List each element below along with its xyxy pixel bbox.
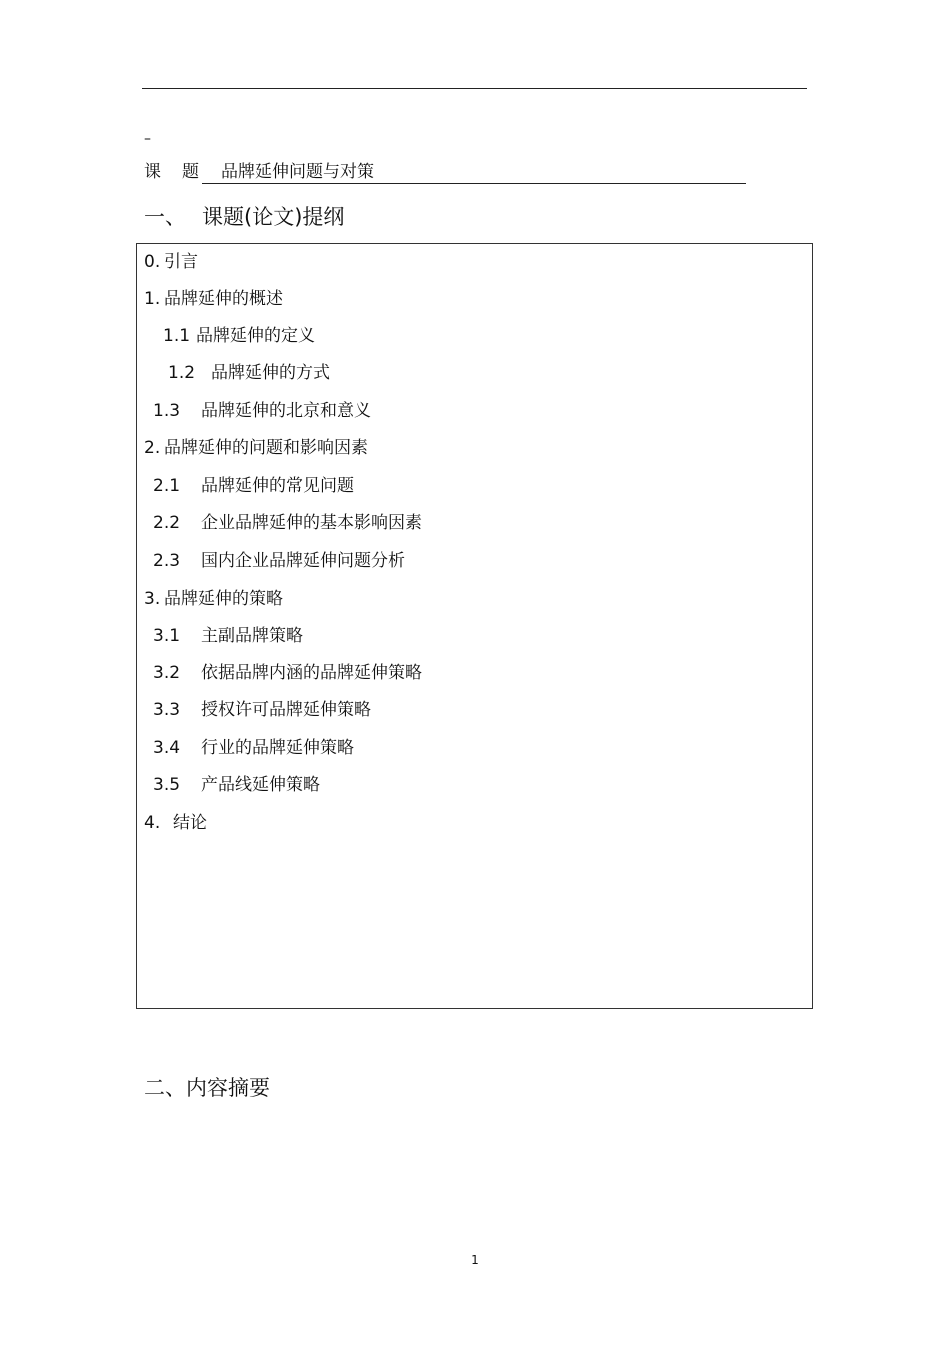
outline-item-number: 3.1 <box>153 626 181 646</box>
outline-item-text: 企业品牌延伸的基本影响因素 <box>201 513 422 533</box>
outline-item-number: 3.4 <box>153 738 181 758</box>
outline-item-number: 1.1 <box>163 326 191 346</box>
outline-box <box>136 243 813 1009</box>
outline-item-text: 结论 <box>173 813 207 833</box>
topic-underline-field <box>202 161 746 184</box>
outline-item-text: 依据品牌内涵的品牌延伸策略 <box>201 663 422 683</box>
outline-item-number: 4. <box>144 813 161 833</box>
outline-item-text: 引言 <box>164 252 198 272</box>
outline-item-number: 1.3 <box>153 401 181 421</box>
section-2-heading: 二、内容摘要 <box>144 1076 270 1100</box>
outline-item-text: 主副品牌策略 <box>201 626 303 646</box>
outline-item-number: 3.5 <box>153 775 181 795</box>
page-number: 1 <box>471 1253 479 1267</box>
section-1-title: 课题(论文)提纲 <box>202 205 345 229</box>
topic-label-char-1: 课 <box>144 162 161 182</box>
outline-item-text: 产品线延伸策略 <box>201 775 320 795</box>
outline-item-text: 品牌延伸的定义 <box>196 326 315 346</box>
outline-item-text: 授权许可品牌延伸策略 <box>201 700 371 720</box>
outline-item-text: 品牌延伸的北京和意义 <box>201 401 371 421</box>
section-1-number: 一、 <box>144 205 186 229</box>
outline-item-text: 国内企业品牌延伸问题分析 <box>201 551 405 571</box>
outline-item-number: 1. <box>144 289 161 309</box>
outline-item-number: 0. <box>144 252 161 272</box>
outline-item-text: 行业的品牌延伸策略 <box>201 738 354 758</box>
outline-item-number: 2.3 <box>153 551 181 571</box>
outline-item-number: 2. <box>144 438 161 458</box>
outline-item-text: 品牌延伸的策略 <box>164 589 283 609</box>
topic-value: 品牌延伸问题与对策 <box>221 162 374 182</box>
outline-item-number: 3.2 <box>153 663 181 683</box>
outline-item-number: 3. <box>144 589 161 609</box>
dash-mark: – <box>144 131 151 147</box>
outline-item-text: 品牌延伸的常见问题 <box>201 476 354 496</box>
outline-item-text: 品牌延伸的方式 <box>211 363 330 383</box>
outline-item-text: 品牌延伸的概述 <box>164 289 283 309</box>
outline-item-number: 3.3 <box>153 700 181 720</box>
outline-item-number: 2.1 <box>153 476 181 496</box>
outline-item-number: 2.2 <box>153 513 181 533</box>
topic-label-char-2: 题 <box>182 162 199 182</box>
outline-item-number: 1.2 <box>168 363 196 383</box>
header-rule <box>142 88 807 89</box>
outline-item-text: 品牌延伸的问题和影响因素 <box>164 438 368 458</box>
